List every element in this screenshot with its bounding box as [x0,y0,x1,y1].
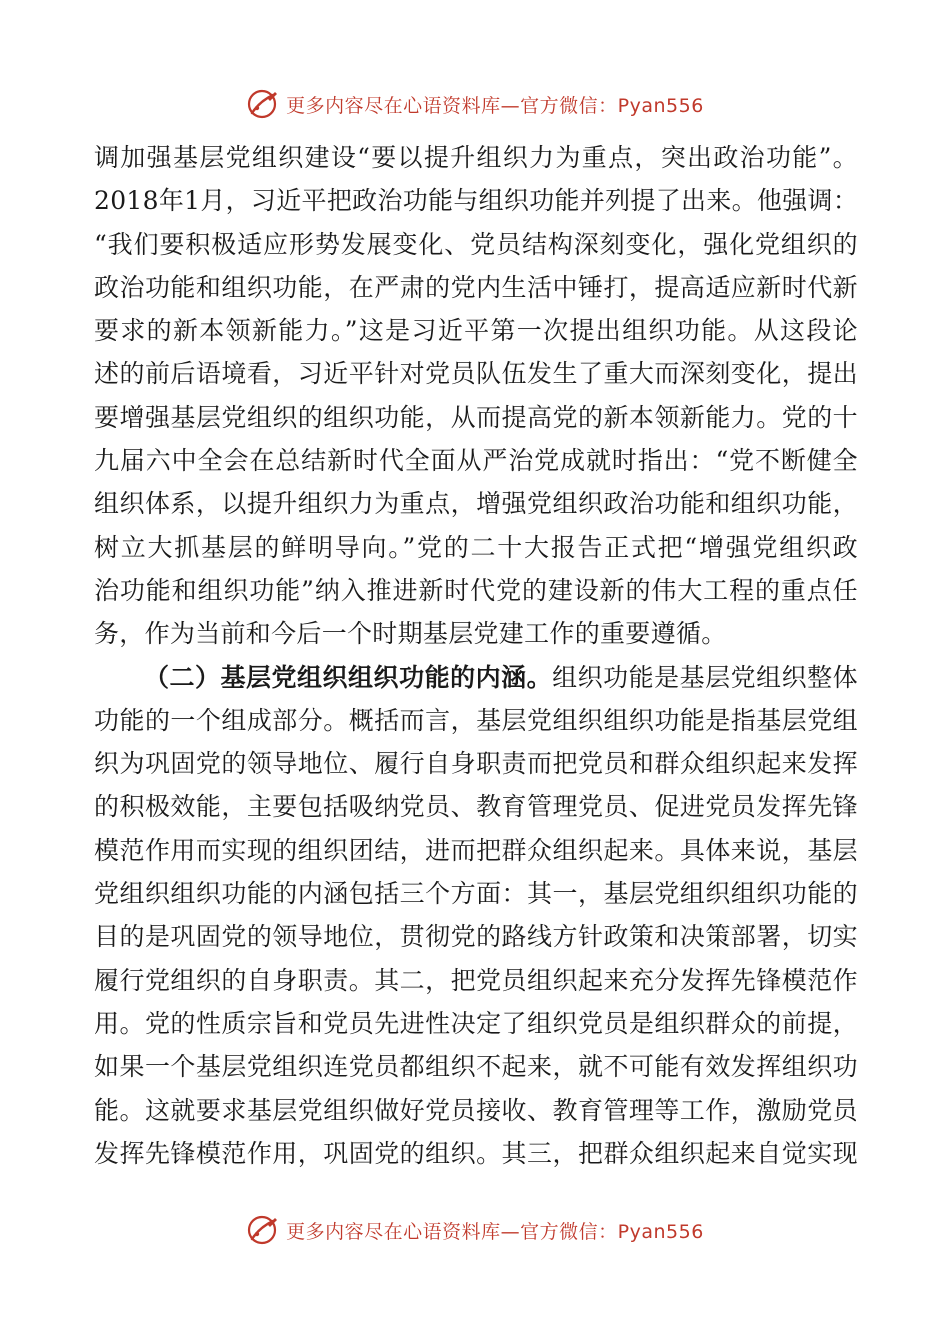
text-line: 树立大抓基层的鲜明导向。”党的二十大报告正式把“增强党组织政 [94,532,858,562]
text-line: 的积极效能，主要包括吸纳党员、教育管理党员、促进党员发挥先锋 [94,792,858,822]
section-heading: （二）基层党组织组织功能的内涵。 [144,662,553,692]
text-line: 能。这就要求基层党组织做好党员接收、教育管理等工作，激励党员 [94,1095,858,1125]
text-line: 2018年1月，习近平把政治功能与组织功能并列提了出来。他强调： [94,186,858,216]
text-line: 用。党的性质宗旨和党员先进性决定了组织党员是组织群众的前提， [94,1008,858,1038]
watermark-text: 更多内容尽在心语资料库—官方微信：Pyan556 [286,1220,704,1243]
text-line: 履行党组织的自身职责。其二，把党员组织起来充分发挥先锋模范作 [94,965,858,995]
text-line: 九届六中全会在总结新时代全面从严治党成就时指出：“党不断健全 [94,446,858,476]
watermark-banner-top [0,82,950,126]
text-line: 织为巩固党的领导地位、履行自身职责而把党员和群众组织起来发挥 [94,749,858,779]
watermark-text: 更多内容尽在心语资料库—官方微信：Pyan556 [286,94,704,117]
text-line-rest: 组织功能是基层党组织整体 [552,662,858,692]
text-line: 组织体系，以提升组织力为重点，增强党组织政治功能和组织功能， [94,489,858,519]
text-line: “我们要积极适应形势发展变化、党员结构深刻变化，强化党组织的 [94,229,858,259]
text-line: 政治功能和组织功能，在严肃的党内生活中锤打，提高适应新时代新 [94,272,858,302]
text-line: 功能的一个组成部分。概括而言，基层党组织组织功能是指基层党组 [94,705,858,735]
document-body [94,136,858,1175]
pen-swirl-logo-icon [246,1213,280,1247]
section-heading-line [94,656,858,699]
text-line: 发挥先锋模范作用，巩固党的组织。其三，把群众组织起来自觉实现 [94,1138,858,1168]
text-line: 要增强基层党组织的组织功能，从而提高党的新本领新能力。党的十 [94,402,858,432]
text-line: 调加强基层党组织建设“要以提升组织力为重点，突出政治功能”。 [94,143,858,172]
text-line: 如果一个基层党组织连党员都组织不起来，就不可能有效发挥组织功 [94,1052,858,1082]
text-line: 党组织组织功能的内涵包括三个方面：其一，基层党组织组织功能的 [94,879,858,909]
watermark-banner-bottom [0,1208,950,1252]
text-line: 要求的新本领新能力。”这是习近平第一次提出组织功能。从这段论 [94,316,858,346]
text-line: 务，作为当前和今后一个时期基层党建工作的重要遵循。 [94,619,727,649]
text-line: 述的前后语境看，习近平针对党员队伍发生了重大而深刻变化，提出 [94,359,858,389]
text-line: 模范作用而实现的组织团结，进而把群众组织起来。具体来说，基层 [94,835,858,865]
pen-swirl-logo-icon [246,87,280,121]
text-line: 目的是巩固党的领导地位，贯彻党的路线方针政策和决策部署，切实 [94,922,858,952]
text-line: 治功能和组织功能”纳入推进新时代党的建设新的伟大工程的重点任 [94,575,858,605]
